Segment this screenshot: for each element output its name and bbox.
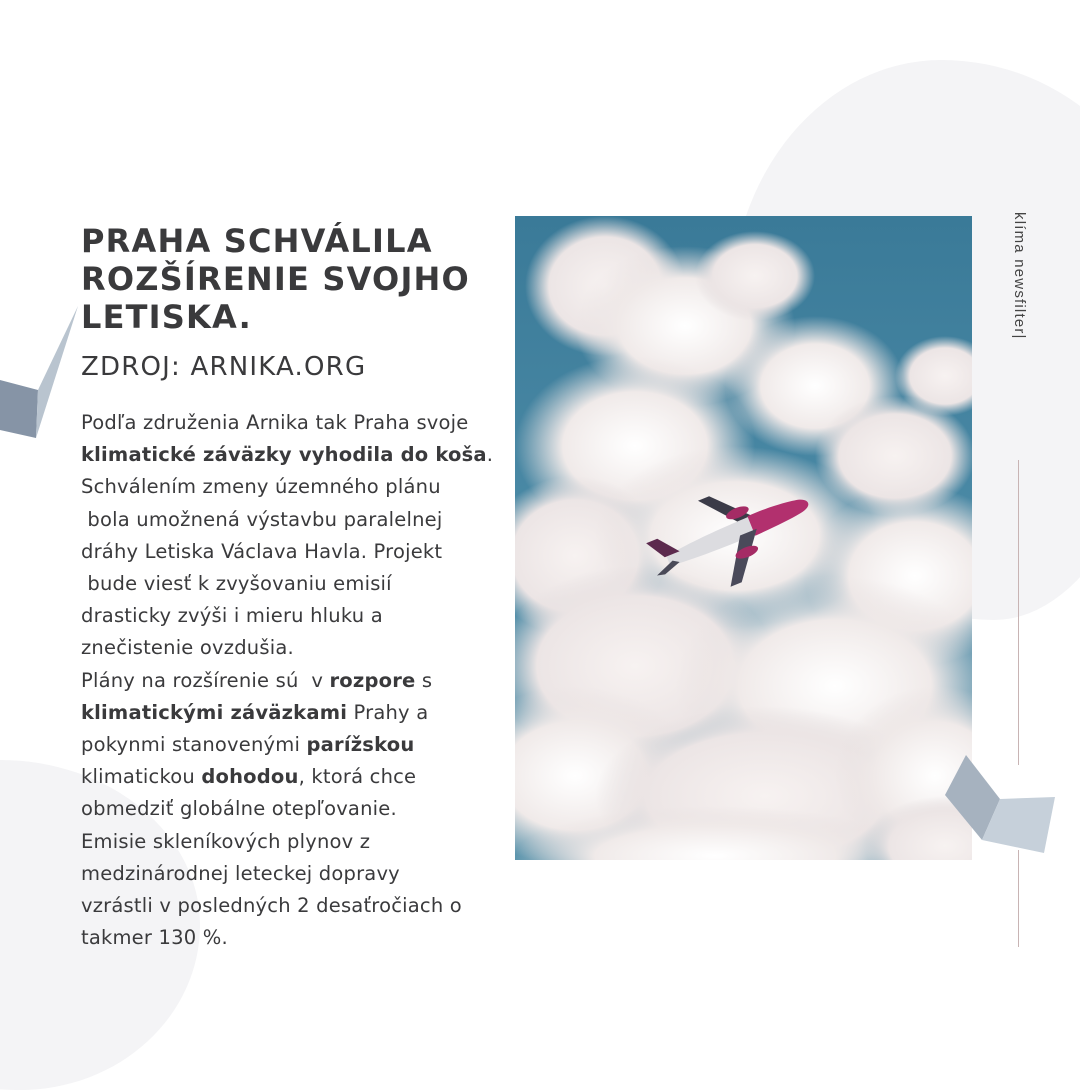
divider-line (1018, 850, 1019, 947)
body-fragment: s (415, 668, 433, 692)
body-fragment: . (486, 443, 494, 467)
body-line (81, 665, 521, 697)
body-line: bola umožnená výstavbu paralelnej (81, 507, 443, 531)
body-line (81, 761, 521, 793)
body-line: drasticky zvýši i mieru hluku a (81, 604, 383, 628)
divider-line (1018, 460, 1019, 765)
emphasis: dohodou (201, 765, 299, 789)
airplane-photo (515, 216, 972, 860)
body-fragment: Plány na rozšírenie sú v (81, 668, 330, 692)
brand-label: klíma newsfilter| (1011, 212, 1028, 340)
body-line: Podľa združenia Arnika tak Praha svoje (81, 411, 469, 434)
body-line: znečistenie ovzdušia. (81, 636, 294, 660)
headline: PRAHA SCHVÁLILA ROZŠÍRENIE SVOJHO LETISKA. (81, 222, 470, 336)
body-line (81, 729, 521, 761)
body-line: dráhy Letiska Václava Havla. Projekt (81, 539, 443, 563)
paper-shape-left-icon (0, 300, 90, 450)
source-label: ZDROJ: ARNIKA.ORG (81, 352, 367, 382)
body-fragment: Prahy a (347, 700, 429, 724)
airplane-sky-image (515, 216, 972, 860)
body-line (81, 439, 521, 471)
body-line: takmer 130 %. (81, 926, 228, 950)
emphasis: klimatickými záväzkami (81, 700, 348, 724)
body-line: medzinárodnej leteckej dopravy (81, 861, 400, 885)
body-line: vzrástli v posledných 2 desaťročiach o (81, 894, 462, 918)
body-fragment: , ktorá chce (298, 765, 417, 789)
emphasis: klimatické záväzky vyhodila do koša (81, 443, 487, 467)
body-line: Emisie skleníkových plynov z (81, 829, 371, 853)
paper-shape-right-icon (940, 755, 1060, 855)
body-line: bude viesť k zvyšovaniu emisií (81, 572, 392, 596)
emphasis: rozpore (329, 668, 416, 692)
body-line: Schválením zmeny územného plánu (81, 475, 441, 499)
body-line (81, 697, 521, 729)
body-line: obmedziť globálne otepľovanie. (81, 797, 397, 821)
body-fragment: klimatickou (81, 765, 202, 789)
emphasis: parížskou (306, 733, 415, 757)
body-fragment: pokynmi stanovenými (81, 733, 307, 757)
article-body (81, 407, 521, 954)
